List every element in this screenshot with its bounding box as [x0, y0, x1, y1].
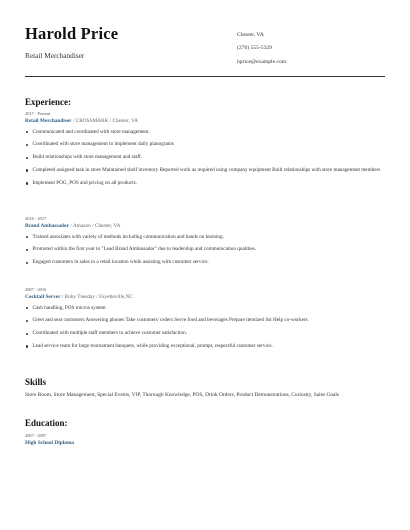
- job-entry: [25, 216, 385, 266]
- candidate-role: Retail Merchandiser: [25, 51, 85, 60]
- job-entry: [25, 111, 385, 187]
- job-bullet-list: [25, 129, 385, 187]
- job-bullet: Coordinated with multiple staff members to achieve customer satisfaction.: [25, 330, 385, 337]
- job-title: Cocktail Server: [25, 293, 61, 300]
- candidate-name: Harold Price: [25, 24, 119, 43]
- job-entry: [25, 287, 385, 350]
- contact-location: Chester, VA: [237, 32, 264, 38]
- experience-heading: Experience:: [25, 97, 71, 107]
- job-bullet: Build relationships with store management and staff.: [25, 154, 385, 161]
- job-bullet: Lead service team for large tournament banquets, while providing exceptional, prompt, respectful customer service.: [25, 343, 385, 350]
- job-bullet-list: [25, 305, 385, 350]
- job-bullet: Completed assigned task in store Maintained shelf inventory Reported work as required using company equipment Built relationships with store management members: [25, 167, 385, 174]
- job-employer: / Ruby Tuesday / Fayetteville,NC: [61, 293, 133, 300]
- job-bullet: Promoted within the first year to "Lead Brand Ambassador" due to leadership and communication qualities.: [25, 246, 385, 253]
- job-bullet: Greet and seat customers Answering phones Take customers' orders Serve food and beverages Prepare itemized list Help co-workers: [25, 317, 385, 324]
- job-employer: / Amazon / Chester, VA: [70, 222, 121, 229]
- contact-phone: (270) 555-5329: [237, 45, 272, 52]
- education-dates: 2007 - 2007: [25, 433, 47, 438]
- job-heading: [25, 118, 385, 124]
- job-dates: 2017 - Present: [25, 111, 51, 116]
- job-title: Retail Merchandiser: [25, 117, 72, 124]
- job-bullet-list: [25, 234, 385, 266]
- contact-block: [237, 29, 286, 69]
- contact-email: hprice@example.com: [237, 58, 287, 65]
- job-dates: 2007 - 2016: [25, 287, 47, 292]
- education-heading: Education:: [25, 418, 68, 428]
- job-bullet: Engaged customers in sales in a retail location while assisting with customer service.: [25, 259, 385, 266]
- job-bullet: Communicated and coordinated with store management.: [25, 129, 385, 136]
- job-bullet: Cash handling, POS micros system: [25, 305, 385, 312]
- job-title: Brand Ambassador: [25, 222, 70, 229]
- job-heading: [25, 223, 385, 229]
- job-employer: / CROSSMARK / Chester, VA: [72, 117, 138, 124]
- job-bullet: Trained associates with variety of methods including communication and hands on learning.: [25, 234, 385, 241]
- skills-heading: Skills: [25, 377, 47, 387]
- job-bullet: Coordinated with store management to implement daily planograms: [25, 141, 385, 148]
- job-bullet: Implement POG, POS and pricing on all products.: [25, 180, 385, 187]
- header-divider: [25, 76, 385, 77]
- education-degree: High School Diploma: [25, 440, 75, 446]
- job-heading: [25, 294, 385, 300]
- job-dates: 2016 - 2017: [25, 216, 47, 221]
- skills-list: Store Room, Store Management, Special Events, VIP, Thorough Knowledge, POS, Drink Orders, Product Demonstrations, Curiosity, Sales Goals: [25, 392, 340, 398]
